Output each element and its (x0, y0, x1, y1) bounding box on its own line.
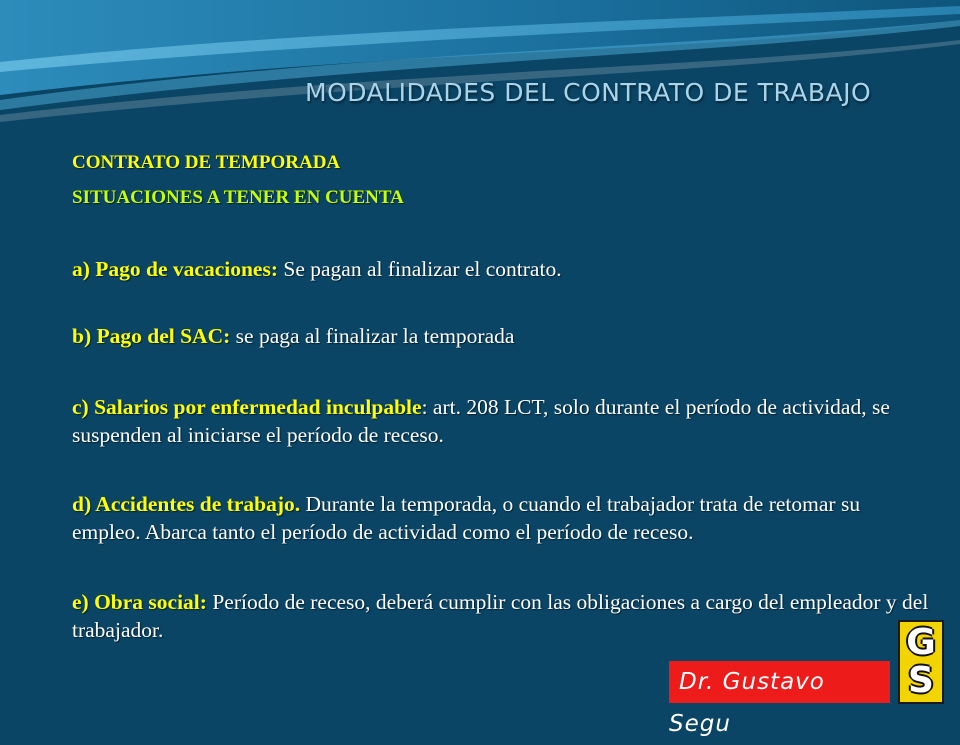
header-swoosh-decoration (0, 0, 960, 150)
list-item-a (72, 255, 932, 283)
item-label: a) Pago de vacaciones: (72, 257, 279, 281)
list-item-c (72, 393, 932, 449)
list-item-d (72, 490, 932, 546)
item-text: Período de receso, deberá cumplir con las obligaciones a cargo del empleador y del trabajador. (72, 590, 929, 642)
item-text: : art. 208 LCT, solo durante el período de actividad, se suspenden al iniciarse el período de receso. (72, 395, 890, 447)
gs-logo (898, 620, 944, 704)
list-item-b (72, 322, 932, 350)
item-label: e) Obra social: (72, 590, 207, 614)
item-text: Se pagan al finalizar el contrato. (278, 257, 562, 281)
section-heading: CONTRATO DE TEMPORADA (72, 152, 341, 173)
item-label: c) Salarios por enfermedad inculpable (72, 395, 422, 419)
item-text: se paga al finalizar la temporada (230, 324, 515, 348)
item-text: Durante la temporada, o cuando el trabajador trata de retomar su empleo. Abarca tanto el período de actividad como el período de receso. (72, 492, 861, 544)
list-item-e (72, 588, 932, 644)
logo-letter-bottom: S (908, 660, 934, 701)
slide-title: MODALIDADES DEL CONTRATO DE TRABAJO (305, 78, 872, 107)
logo-letter-top: G (906, 622, 936, 663)
item-label: d) Accidentes de trabajo. (72, 492, 301, 516)
author-signature: Dr. Gustavo Segu (669, 661, 890, 703)
item-label: b) Pago del SAC: (72, 324, 231, 348)
section-subheading: SITUACIONES A TENER EN CUENTA (72, 187, 404, 208)
